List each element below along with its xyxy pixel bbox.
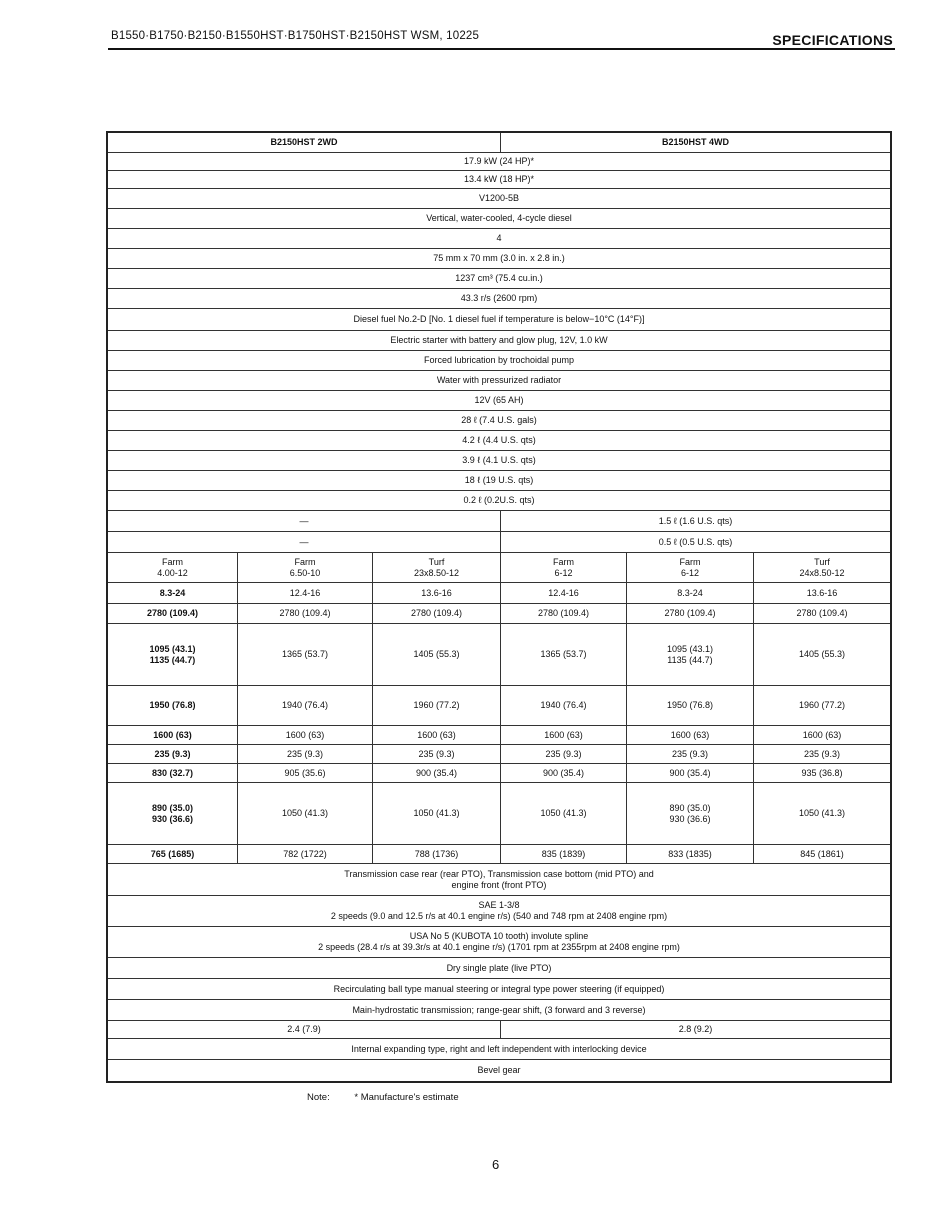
spec-value: 13.4 kW (18 HP)* xyxy=(463,174,535,184)
table-row xyxy=(108,209,890,229)
table-row xyxy=(108,431,890,451)
table-cell: 900 (35.4) xyxy=(373,764,501,782)
table-row xyxy=(108,726,890,745)
spec-value: USA No 5 (KUBOTA 10 tooth) involute spline 2 speeds (28.4 r/s at 39.3r/s at 40.1 engine r/s) (1701 rpm at 2355rpm at 2408 engine rpm) xyxy=(318,931,680,952)
table-cell: 12.4-16 xyxy=(238,583,373,603)
table-row xyxy=(108,686,890,726)
spec-value: 28 ℓ (7.4 U.S. gals) xyxy=(461,415,537,425)
spec-value: Dry single plate (live PTO) xyxy=(446,962,552,973)
table-cell: 788 (1736) xyxy=(373,845,501,863)
table-cell: 900 (35.4) xyxy=(627,764,754,782)
table-cell: 1600 (63) xyxy=(501,726,627,744)
table-row xyxy=(108,864,890,896)
table-cell: 1050 (41.3) xyxy=(373,783,501,844)
table-cell: 1365 (53.7) xyxy=(238,624,373,685)
model-header-4wd: B2150HST 4WD xyxy=(661,137,730,147)
table-cell: 1050 (41.3) xyxy=(798,808,846,818)
table-cell: 1600 (63) xyxy=(802,729,842,740)
spec-value: 4.2 ℓ (4.4 U.S. qts) xyxy=(462,435,536,445)
table-cell: 235 (9.3) xyxy=(373,745,501,763)
table-cell: 905 (35.6) xyxy=(238,764,373,782)
table-row xyxy=(108,745,890,764)
spec-value: 1237 cm³ (75.4 cu.in.) xyxy=(455,273,543,283)
table-row xyxy=(108,764,890,783)
footnote xyxy=(307,1092,459,1103)
table-row xyxy=(108,979,890,1000)
tire-type-header: Turf 23x8.50-12 xyxy=(373,553,501,582)
table-row xyxy=(108,153,890,171)
table-cell: 1.5 ℓ (1.6 U.S. qts) xyxy=(658,515,733,526)
table-cell: 235 (9.3) xyxy=(803,748,841,759)
table-cell: 1950 (76.8) xyxy=(627,686,754,725)
table-cell: 1050 (41.3) xyxy=(238,783,373,844)
table-cell: 235 (9.3) xyxy=(627,745,754,763)
spec-value: Internal expanding type, right and left independent with interlocking device xyxy=(351,1043,647,1054)
header-rule xyxy=(108,48,895,50)
table-row xyxy=(108,553,890,583)
spec-value: 75 mm x 70 mm (3.0 in. x 2.8 in.) xyxy=(433,253,565,263)
table-cell: 765 (1685) xyxy=(108,845,238,863)
spec-value: Transmission case rear (rear PTO), Transmission case bottom (mid PTO) and engine front (front PTO) xyxy=(344,868,654,890)
specifications-table xyxy=(106,131,892,1083)
footnote-label: Note: xyxy=(307,1092,330,1103)
table-cell: 8.3-24 xyxy=(108,583,238,603)
table-cell: 1960 (77.2) xyxy=(373,686,501,725)
table-row xyxy=(108,624,890,686)
spec-value: 4 xyxy=(496,233,502,243)
tire-type-header: Farm 6-12 xyxy=(627,553,754,582)
table-cell: 1405 (55.3) xyxy=(798,649,846,659)
table-cell: 13.6-16 xyxy=(373,583,501,603)
spec-value: Forced lubrication by trochoidal pump xyxy=(423,355,575,365)
table-cell: 235 (9.3) xyxy=(108,745,238,763)
table-cell: 13.6-16 xyxy=(806,587,838,598)
table-row xyxy=(108,189,890,209)
table-row xyxy=(108,583,890,604)
spec-value: 18 ℓ (19 U.S. qts) xyxy=(464,475,534,485)
table-cell: 1940 (76.4) xyxy=(501,686,627,725)
table-cell: 2.4 (7.9) xyxy=(108,1021,501,1038)
spec-value: Diesel fuel No.2-D [No. 1 diesel fuel if temperature is below−10°C (14°F)] xyxy=(353,314,645,324)
spec-value: SAE 1-3/8 2 speeds (9.0 and 12.5 r/s at 40.1 engine r/s) (540 and 748 rpm at 2408 engine rpm) xyxy=(330,900,668,921)
spec-value: Vertical, water-cooled, 4-cycle diesel xyxy=(426,213,572,223)
table-cell: 900 (35.4) xyxy=(501,764,627,782)
table-row xyxy=(108,229,890,249)
table-row xyxy=(108,604,890,624)
table-cell: 1950 (76.8) xyxy=(108,686,238,725)
table-row xyxy=(108,1021,890,1039)
table-cell: 1940 (76.4) xyxy=(238,686,373,725)
table-cell: 1600 (63) xyxy=(108,726,238,744)
tire-type-header: Turf 24x8.50-12 xyxy=(799,556,845,578)
table-cell: 2780 (109.4) xyxy=(796,608,848,618)
table-cell: 2780 (109.4) xyxy=(373,604,501,623)
spec-value: Electric starter with battery and glow plug, 12V, 1.0 kW xyxy=(390,335,608,345)
tire-type-header: Farm 4.00-12 xyxy=(108,553,238,582)
table-row xyxy=(108,171,890,189)
table-cell: — xyxy=(108,532,501,552)
table-cell: 235 (9.3) xyxy=(501,745,627,763)
spec-value: V1200-5B xyxy=(478,193,520,203)
table-row xyxy=(108,289,890,309)
table-row xyxy=(108,331,890,351)
footnote-text: * Manufacture's estimate xyxy=(354,1092,459,1103)
table-row xyxy=(108,471,890,491)
table-cell: 1600 (63) xyxy=(627,726,754,744)
table-row xyxy=(108,391,890,411)
tire-type-header: Farm 6-12 xyxy=(501,553,627,582)
table-cell: 8.3-24 xyxy=(627,583,754,603)
table-cell: 2.8 (9.2) xyxy=(678,1024,713,1034)
table-cell: 2780 (109.4) xyxy=(238,604,373,623)
table-cell: 2780 (109.4) xyxy=(627,604,754,623)
table-row xyxy=(108,351,890,371)
page-number: 6 xyxy=(492,1157,500,1172)
table-row xyxy=(108,411,890,431)
spec-value: 12V (65 AH) xyxy=(474,395,524,405)
table-cell: 2780 (109.4) xyxy=(501,604,627,623)
table-row xyxy=(108,1039,890,1060)
table-cell: 1600 (63) xyxy=(373,726,501,744)
table-row xyxy=(108,1060,890,1081)
model-header-2wd: B2150HST 2WD xyxy=(108,133,501,152)
table-row xyxy=(108,371,890,391)
spec-value: Water with pressurized radiator xyxy=(436,375,562,385)
document-header-title: B1550·B1750·B2150·B1550HST·B1750HST·B2150HST WSM, 10225 xyxy=(111,30,480,42)
table-cell: 890 (35.0) 930 (36.6) xyxy=(627,783,754,844)
table-row xyxy=(108,1000,890,1021)
spec-value: Bevel gear xyxy=(477,1065,521,1075)
table-row xyxy=(108,309,890,331)
spec-value: 3.9 ℓ (4.1 U.S. qts) xyxy=(462,455,536,465)
spec-value: 43.3 r/s (2600 rpm) xyxy=(460,293,538,303)
table-row xyxy=(108,491,890,511)
table-cell: 1405 (55.3) xyxy=(373,624,501,685)
table-row xyxy=(108,133,890,153)
table-row xyxy=(108,451,890,471)
table-cell: 1960 (77.2) xyxy=(798,700,846,710)
section-title: SPECIFICATIONS xyxy=(772,32,893,48)
table-cell: 1095 (43.1) 1135 (44.7) xyxy=(627,624,754,685)
table-cell: 1095 (43.1) 1135 (44.7) xyxy=(108,624,238,685)
table-cell: 1600 (63) xyxy=(238,726,373,744)
table-cell: 1365 (53.7) xyxy=(501,624,627,685)
table-row xyxy=(108,249,890,269)
spec-value: Main-hydrostatic transmission; range-gear shift, (3 forward and 3 reverse) xyxy=(352,1004,646,1015)
table-row xyxy=(108,845,890,864)
table-cell: 833 (1835) xyxy=(627,845,754,863)
table-cell: 235 (9.3) xyxy=(238,745,373,763)
table-row xyxy=(108,896,890,927)
spec-value: Recirculating ball type manual steering or integral type power steering (if equipped) xyxy=(333,983,665,994)
table-cell: 845 (1861) xyxy=(800,848,844,859)
table-cell: 835 (1839) xyxy=(501,845,627,863)
table-cell: 830 (32.7) xyxy=(108,764,238,782)
table-cell: 782 (1722) xyxy=(238,845,373,863)
table-cell: 1050 (41.3) xyxy=(501,783,627,844)
table-row xyxy=(108,783,890,845)
table-cell: 2780 (109.4) xyxy=(108,604,238,623)
table-row xyxy=(108,269,890,289)
table-cell: — xyxy=(108,511,501,531)
table-row xyxy=(108,511,890,532)
table-cell: 935 (36.8) xyxy=(801,767,843,778)
tire-type-header: Farm 6.50-10 xyxy=(238,553,373,582)
table-cell: 12.4-16 xyxy=(501,583,627,603)
table-row xyxy=(108,532,890,553)
table-cell: 0.5 ℓ (0.5 U.S. qts) xyxy=(658,536,733,547)
table-cell: 890 (35.0) 930 (36.6) xyxy=(108,783,238,844)
table-row xyxy=(108,958,890,979)
spec-value: 17.9 kW (24 HP)* xyxy=(463,156,535,166)
table-row xyxy=(108,927,890,958)
spec-value: 0.2 ℓ (0.2U.S. qts) xyxy=(463,495,535,505)
